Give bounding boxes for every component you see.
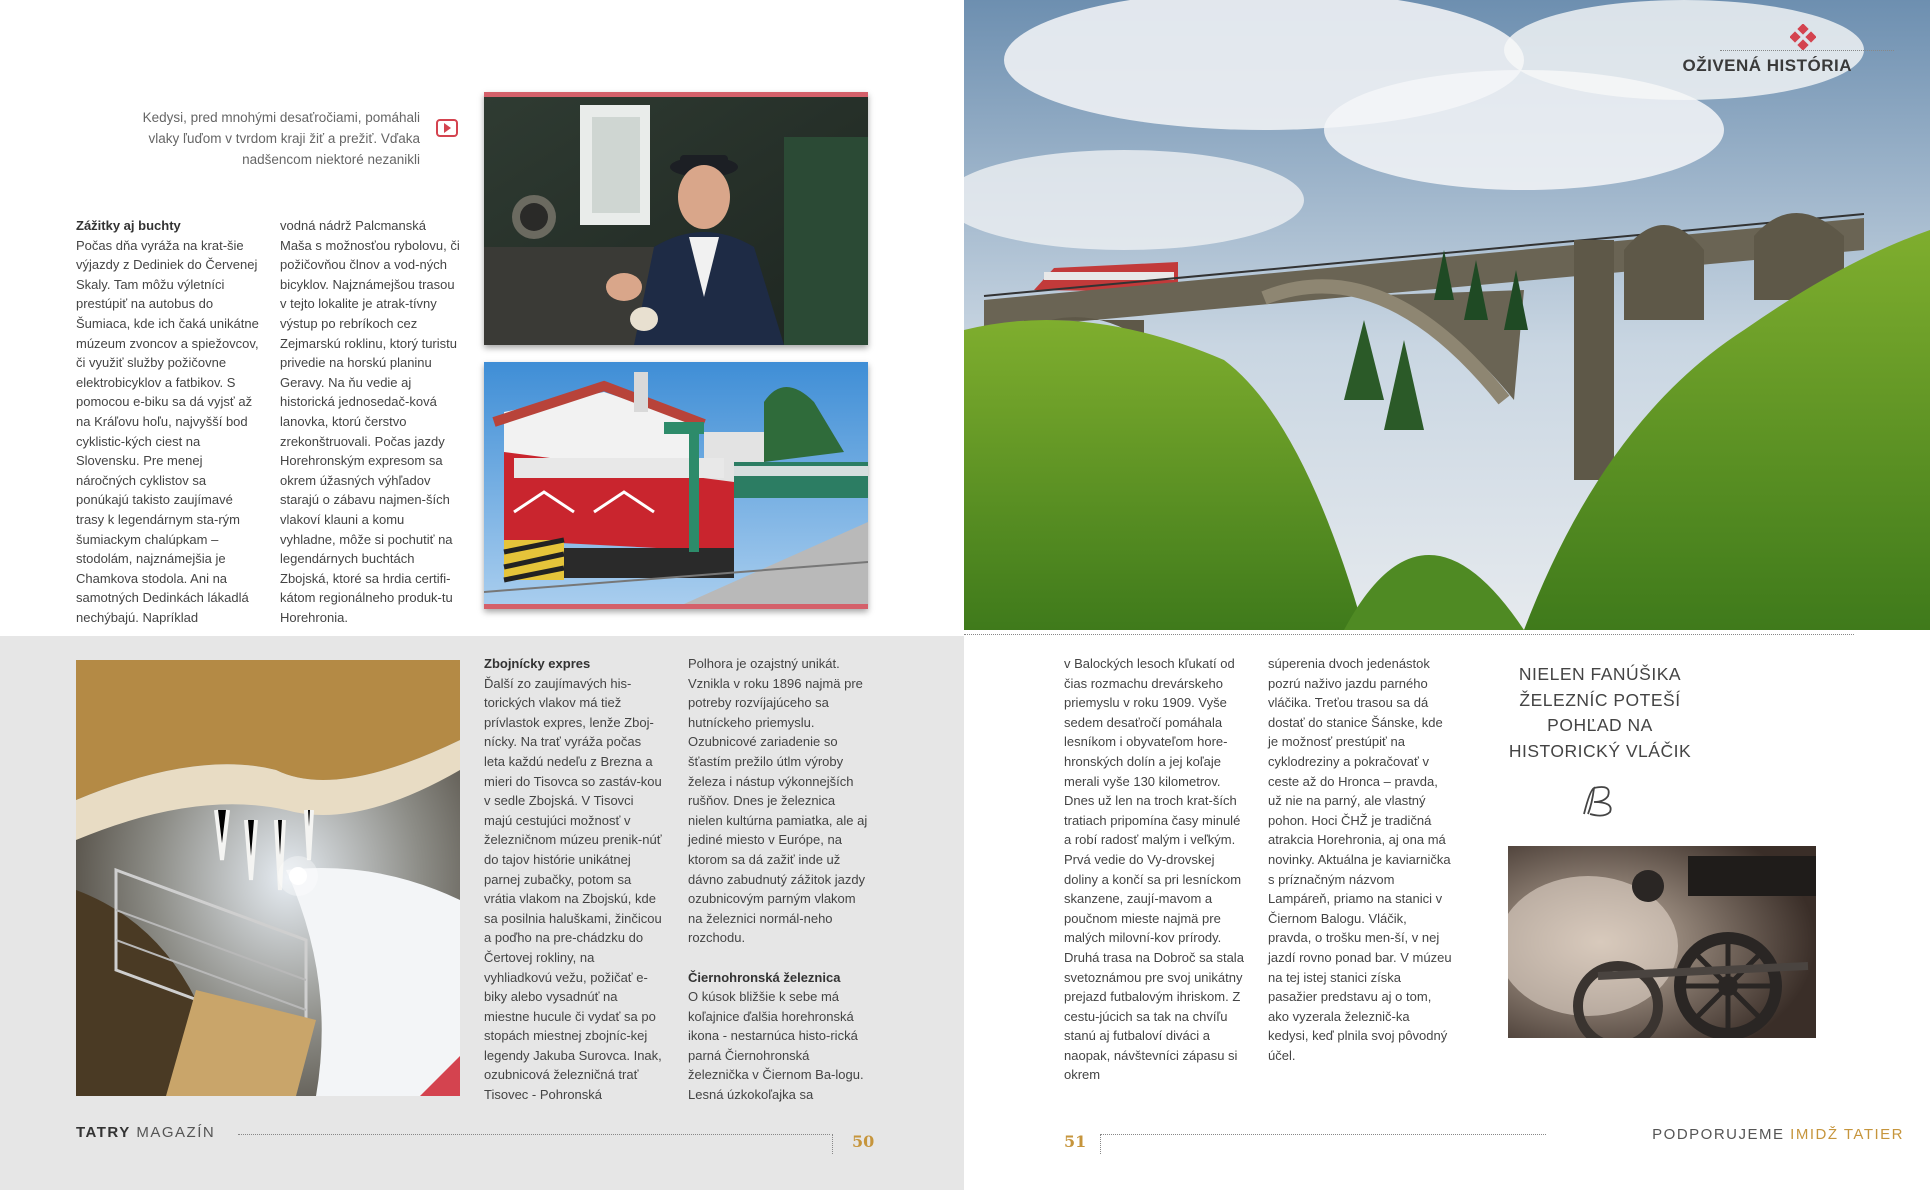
right-page bbox=[964, 0, 1930, 1190]
brand-bold: TATRY bbox=[76, 1124, 131, 1141]
column-2-text: vodná nádrž Palcmanská Maša s možnosťou rybolovu, či požičovňou člnov a vod-ných bicyklov. Najznámejšou trasou v tejto lokalite je atrak-tívny výstup po rebríkoch cez Zejmarskú roklinu, ktorý turistu privedie na horskú planinu Geravy. Na ňu vedie aj historická jednosedač-ková lanovka, ktorú čerstvo zrekonštruovali. Počas jazdy Horehronským expresom sa okrem úžasných výhľadov starajú o zábavu najmen-ších vlakoví klauni a komu vyhladne, môže si pochutiť na legendárnych buchtách Zbojská, ktoré sa hrdia certifi-kátom regionálneho produk-tu Horehronia. bbox=[280, 218, 460, 625]
left-page bbox=[0, 0, 964, 1190]
column-3-text: Ďalší zo zaujímavých his-torických vlakov má tiež prívlastok expres, lenže Zboj-nícky. Na trať vyráža počas leta každú nedeľu z Brezna a mieri do Tisovca so zastáv-kou v sedle Zbojská. V Tisovci majú cestujúci možnosť v železničnom múzeu prenik-núť do tajov histórie unikátnej parnej zubačky, potom sa vrátia vlakom na Zbojskú, kde sa posilnia haluškami, žinčicou a poďho na pre-chádzku do Čertovej rokliny, na vyhliadkovú vežu, požičať e-biky alebo vysadnúť na miestne hucule či vydať sa po stopách miestnej zbojníc-kej legendy Jakuba Surovca. Inak, ozubnicová železničná trať Tisovec - Pohronská bbox=[484, 675, 662, 1103]
article-column-5 bbox=[1064, 654, 1248, 1085]
brand-rest: MAGAZÍN bbox=[130, 1124, 216, 1141]
photo-steam-wheels bbox=[1508, 846, 1816, 1038]
article-column-2 bbox=[280, 216, 460, 627]
column-5-text: v Balockých lesoch kľukatí od čias rozmachu drevárskeho priemyslu v roku 1909. Vyše sedem desaťročí pomáhala lesníkom i obyvateľom hore-hronských dolín a jej koľaje merali vyše 130 kilometrov. Dnes už len na troch krat-ších tratiach pripomína časy minulé a robí radosť malým i veľkým. Prvá vedie do Vy-drovskej doliny a končí sa pri lesníckom skanzene, zaují-mavom a poučnom mieste najmä pre malých milovní-kov prírody. Druhá trasa na Dobroč sa stala svetoznámou pre svoj unikátny prejazd futbalovým ihriskom. Z cestu-júcich sa tak na chvíľu stanú aj futbaloví diváci a naopak, návštevníci zápasu si okrem bbox=[1064, 656, 1244, 1083]
article-column-4 bbox=[688, 654, 868, 1105]
column-4-text-continued: O kúsok bližšie k sebe má koľajnice ďalšia horehronská ikona - nestarnúca histo-rická parná Čiernohronská železnička v Čiernom Ba-logu. Lesná úzkokoľajka sa bbox=[688, 989, 864, 1103]
footer-slogan-highlight: IMIDŽ TATIER bbox=[1790, 1126, 1904, 1143]
pull-quote: NIELEN FANÚŠIKA ŽELEZNÍC POTEŠÍ POHĽAD NA HISTORICKÝ VLÁČIK bbox=[1508, 664, 1692, 761]
photo-divider-line bbox=[964, 634, 1854, 635]
article-column-1 bbox=[76, 216, 260, 627]
diamond-logo-icon bbox=[1790, 24, 1816, 50]
header-dotted-line bbox=[1720, 50, 1894, 51]
magazine-brand bbox=[76, 1124, 215, 1141]
heading-zazitky-aj-buchty: Zážitky aj buchty bbox=[76, 218, 181, 233]
footer-dotted-line-right bbox=[1100, 1134, 1546, 1135]
photo-ice-cave bbox=[76, 660, 460, 1096]
heading-ciernohronska-zeleznica: Čiernohronská železnica bbox=[688, 969, 841, 985]
column-4-text: Polhora je ozajstný unikát. Vznikla v roku 1896 najmä pre potreby rozvíjajúceho sa hutníckeho priemyslu. Ozubnicové zariadenie so šťastím prežilo útlm výroby železa i nástup výkonnejších rušňov. Dnes je železnica nielen kultúrna pamiatka, ale aj jediné miesto v Európe, na ktorom sa dá zažiť inde už dávno zabudnutý zážitok jazdy ozubnicovým parným vlakom na železnici normál-neho rozchodu. bbox=[688, 656, 868, 946]
article-column-6 bbox=[1268, 654, 1452, 1065]
photo-train-driver bbox=[484, 92, 868, 345]
footer-dotted-line bbox=[238, 1134, 830, 1135]
intro-text: Kedysi, pred mnohými desaťročiami, pomáhali vlaky ľuďom v tvrdom kraji žiť a prežiť. Vďaka nadšencom niektoré nezanikli bbox=[142, 110, 420, 167]
footer-tick-right bbox=[1100, 1134, 1101, 1154]
photo-red-locomotive bbox=[484, 362, 868, 609]
play-icon bbox=[436, 119, 458, 137]
heading-zbojnicky-expres: Zbojnícky expres bbox=[484, 656, 591, 671]
page-number-left: 50 bbox=[852, 1132, 875, 1151]
footer-slogan bbox=[1652, 1126, 1904, 1143]
column-1-text: Počas dňa vyráža na krat-šie výjazdy z Dediniek do Červenej Skaly. Tam môžu výletníci prestúpiť na autobus do Šumiaca, kde ich čaká unikátne múzeum zvoncov a spiežovcov, či využiť služby požičovne elektrobicyklov a fatbikov. S pomocou e-biku sa dá vyjsť až na Kráľovu hoľu, najvyšší bod cyklistic-kých ciest na Slovensku. Pre menej náročných cyklistov sa ponúkajú takisto zaujímavé trasy k legendárnym sta-rým šumiackym chalúpkam – stodolám, najznámejšia je Chamkova stodola. Ani na samotných Dedinkách lákadlá nechýbajú. Napríklad bbox=[76, 237, 259, 625]
section-label: OŽIVENÁ HISTÓRIA bbox=[1682, 56, 1852, 75]
photo-viaduct bbox=[964, 0, 1930, 630]
signature-mark-icon bbox=[1578, 784, 1624, 820]
footer-tick bbox=[832, 1134, 833, 1154]
article-column-3 bbox=[484, 654, 664, 1105]
column-6-text: súperenia dvoch jedenástok pozrú naživo jazdu parného vláčika. Treťou trasou sa dá dostať do stanice Šánske, kde je možnosť prestúpiť na cyklodreziny a pokračovať v ceste až do Hronca – pravda, už nie na parný, ale vlastný pohon. Hoci ČHŽ je tradičná atrakcia Horehronia, aj ona má novinky. Aktuálna je kaviarnička s príznačným názvom Lampáreň, priamo na stanici v Čiernom Balogu. Vláčik, pravda, o trošku men-ší, v nej jazdí rovno ponad bar. V múzeu na tej istej stanici získa pasažier predstavu aj o tom, ako vyzerala železnič-ka kedysi, keď plnila svoj pôvodný účel. bbox=[1268, 656, 1452, 1063]
footer-slogan-text: PODPORUJEME bbox=[1652, 1126, 1791, 1143]
page-number-right: 51 bbox=[1064, 1132, 1087, 1151]
